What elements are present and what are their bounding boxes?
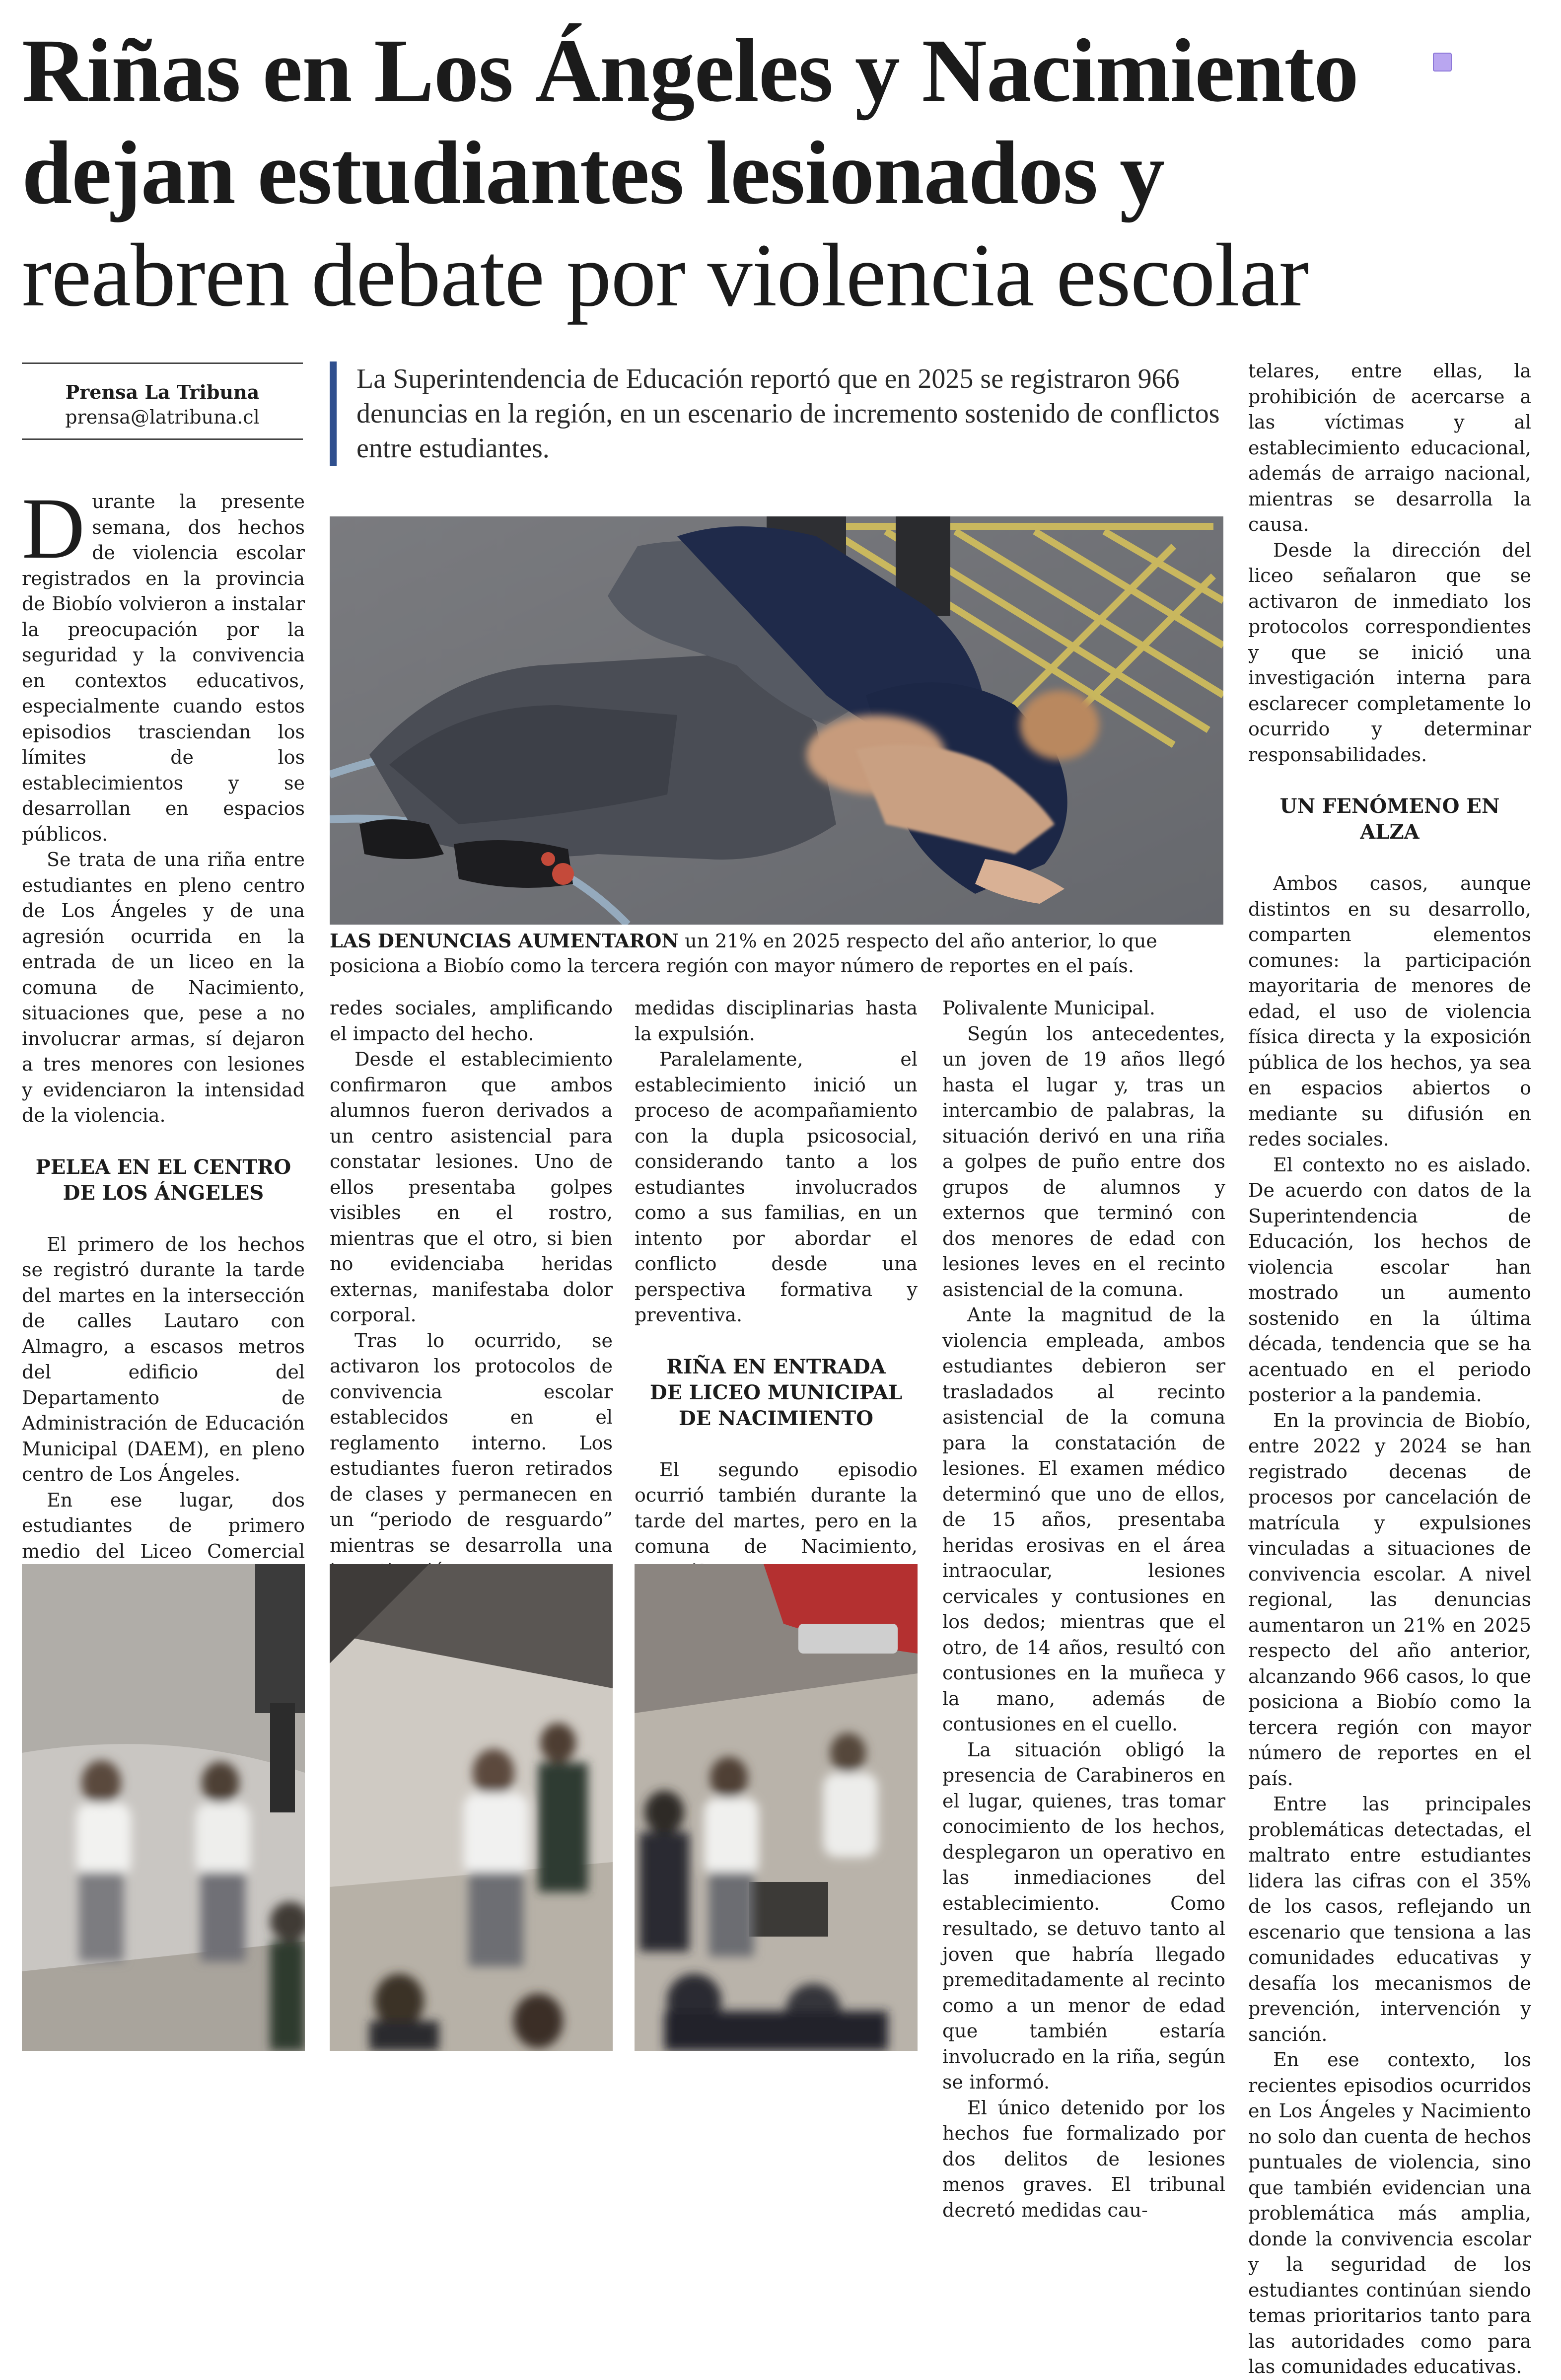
col5-paragraph-2: Desde la dirección del liceo señalaron que se activaron de inmediato los protocolos correspondientes y que se inició una investigación interna para esclarecer completamente lo ocurrido y determinar responsabilidades. xyxy=(1248,539,1531,766)
col4-paragraph-3: Ante la magnitud de la violencia empleada, ambos estudiantes debieron ser trasladados al recinto asistencial de la comuna para la constatación de lesiones. El examen médico determinó que uno de ellos, de 15 años, presentaba heridas erosivas en el área intraocular, lesiones cervicales y contusiones en los dedos; mientras que el otro, de 14 años, resultó con contusiones en la muñeca y la mano, además de contusiones en el cuello. xyxy=(942,1304,1225,1735)
subhead-rina-line-1: RIÑA EN ENTRADA xyxy=(666,1355,886,1378)
col1-p1-text: urante la presente semana, dos hechos de violencia escolar registrados en la provincia de Biobío volvieron a instalar la preocupación por la seguridad y la convivencia en contextos educativos, especialmente cuando estos episodios trasciendan los límites de los establecimientos y se desarrollan en espacios públicos. xyxy=(22,491,305,845)
drop-cap: D xyxy=(22,480,85,577)
byline xyxy=(22,362,303,440)
column-1 xyxy=(22,480,305,1743)
main-photo xyxy=(330,516,1223,925)
annotation-marker-icon[interactable] xyxy=(1433,53,1452,72)
col5-paragraph-5: En la provincia de Biobío, entre 2022 y 2024 se han registrado decenas de procesos por cancelación de matrícula y expulsiones vinculadas a situaciones de convivencia escolar. A nivel regional, las denuncias aumentaron un 21% en 2025 respecto del año anterior, alcanzando 966 casos, lo que posiciona a Biobío como la tercera región con mayor número de reportes en el país. xyxy=(1248,1409,1531,1790)
col1-paragraph-3: El primero de los hechos se registró durante la tarde del martes en la intersección de calles Lautaro con Almagro, a escasos metros del edificio del Departamento de Administración de Educación Municipal (DAEM), en pleno centro de Los Ángeles. xyxy=(22,1233,305,1485)
col5-paragraph-1: telares, entre ellas, la prohibición de acercarse a las víctimas y al establecimiento educacional, además de arraigo nacional, mientras se desarrolla la causa. xyxy=(1248,360,1531,535)
col4-paragraph-5: El único detenido por los hechos fue formalizado por dos delitos de lesiones menos graves. El tribunal decretó medidas cau- xyxy=(942,2096,1225,2221)
col5-paragraph-4: El contexto no es aislado. De acuerdo con datos de la Superintendencia de Educación, los hechos de violencia escolar han mostrado un aumento sostenido en la última década, tendencia que se ha acentuado en el periodo posterior a la pandemia. xyxy=(1248,1154,1531,1406)
col1-paragraph-1 xyxy=(22,480,305,847)
col4-paragraph-1: Polivalente Municipal. xyxy=(942,997,1155,1019)
headline-line-3: reabren debate por violencia escolar xyxy=(22,225,1309,325)
column-3 xyxy=(635,996,918,1611)
col2-paragraph-2: Desde el establecimiento confirmaron que ambos alumnos fueron derivados a un centro asistencial para constatar lesiones. Uno de ellos presentaba golpes visibles en el rostro, mientras que el otro, si bien no evidenciaba heridas externas, manifestaba dolor corporal. xyxy=(330,1048,613,1326)
col2-paragraph-3: Tras lo ocurrido, se activaron los protocolos de convivencia escolar establecidos en el reglamento interno. Los estudiantes fueron retirados de clases y permanecen en un “periodo de resguardo” mientras se desarrolla una xyxy=(330,1329,613,1556)
liceo-entrance-fight-image xyxy=(635,1564,918,2051)
byline-email[interactable]: prensa@latribuna.cl xyxy=(65,406,260,428)
headline xyxy=(22,20,1462,327)
col1-paragraph-2: Se trata de una riña entre estudiantes en pleno centro de Los Ángeles y de una agresión ocurrida en la entrada de un liceo en la comuna de Nacimiento, situaciones que, pese a no involucrar armas, sí dejaron a tres menores con lesiones y evidenciaron la intensidad de la violencia. xyxy=(22,849,305,1126)
column-2 xyxy=(330,996,613,1660)
col5-paragraph-7: En ese contexto, los recientes episodios ocurridos en Los Ángeles y Nacimiento no solo dan cuenta de hechos puntuales de violencia, sino que también evidencian una problemática más amplia, donde la convivencia escolar y la seguridad de los estudiantes continúan siendo temas prioritarios tanto para las autoridades como para las comunidades educativas. xyxy=(1248,2049,1531,2378)
subhead-pelea-line-2: DE LOS ÁNGELES xyxy=(63,1181,264,1205)
byline-author: Prensa La Tribuna xyxy=(65,381,260,403)
street-fight-image-1 xyxy=(22,1564,305,2051)
subhead-rina-line-3: DE NACIMIENTO xyxy=(679,1406,873,1430)
col4-paragraph-4: La situación obligó la presencia de Carabineros en el lugar, quienes, tras tomar conocimiento de los hechos, desplegaron un operativo en las inmediaciones del establecimiento. Como resultado, se detuvo tanto al joven que habría llegado premeditadamente al recinto como a un menor de edad que también estaría involucrado en la riña, según se informó. xyxy=(942,1738,1225,2093)
column-5 xyxy=(1248,359,1531,2380)
headline-line-1: Riñas en Los Ángeles y Nacimiento xyxy=(22,21,1358,121)
lead-paragraph: La Superintendencia de Educación reportó que en 2025 se registraron 966 denuncias en la región, en un escenario de incremento sostenido de conflictos entre estudiantes. xyxy=(330,361,1250,466)
subhead-rina-line-2: DE LICEO MUNICIPAL xyxy=(649,1380,903,1404)
bottom-photo-3 xyxy=(635,1564,918,2051)
col2-paragraph-1: redes sociales, amplificando el impacto del hecho. xyxy=(330,997,613,1045)
caption-text: un 21% en 2025 respecto del año anterior, lo que posiciona a Biobío como la tercera región con mayor número de reportes en el país. xyxy=(330,930,1157,977)
col5-paragraph-3: Ambos casos, aunque distintos en su desarrollo, comparten elementos comunes: la participación mayoritaria de menores de edad, el uso de violencia física directa y la exposición pública de los hechos, ya sea en espacios abiertos o mediante su difusión en redes sociales. xyxy=(1248,872,1531,1150)
col3-paragraph-1: medidas disciplinarias hasta la expulsión. xyxy=(635,997,918,1045)
subhead-rina-entrada xyxy=(635,1354,918,1432)
col5-paragraph-6: Entre las principales problemáticas detectadas, el maltrato entre estudiantes lidera las cifras con el 35% de los casos, reflejando un escenario que tensiona a las comunidades educativas y desafía los mecanismos de prevención, intervención y sanción. xyxy=(1248,1793,1531,2045)
headline-line-2: dejan estudiantes lesionados y xyxy=(22,123,1164,223)
subhead-pelea-centro xyxy=(22,1154,305,1206)
col4-paragraph-2: Según los antecedentes, un joven de 19 años llegó hasta el lugar y, tras un intercambio de palabras, la situación derivó en una riña a golpes de puño entre dos grupos de alumnos y externos que terminó con dos menores de edad con lesiones leves en el recinto asistencial de la comuna. xyxy=(942,1022,1225,1300)
photo-caption xyxy=(330,929,1223,978)
subhead-pelea-line-1: PELEA EN EL CENTRO xyxy=(35,1155,291,1179)
caption-lead: LAS DENUNCIAS AUMENTARON xyxy=(330,930,679,952)
col3-paragraph-3: El segundo episodio ocurrió también durante la tarde del martes, pero en la comuna de Nacimiento, xyxy=(635,1458,918,1557)
students-fighting-on-pavement-image xyxy=(330,516,1223,925)
column-4 xyxy=(942,996,1225,2223)
col1-paragraph-4: En ese lugar, dos estudiantes de primero medio del Liceo Comercial xyxy=(22,1489,305,1562)
bottom-photo-1 xyxy=(22,1564,305,2051)
street-fight-image-2 xyxy=(330,1564,613,2051)
subhead-fenomeno: UN FENÓMENO EN ALZA xyxy=(1279,794,1500,844)
bottom-photo-2 xyxy=(330,1564,613,2051)
col3-paragraph-2: Paralelamente, el establecimiento inició un proceso de acompañamiento con la dupla psicosocial, considerando tanto a los estudiantes involucrados como a sus familias, en un intento por abordar el conflicto desde una perspectiva formativa y preventiva. xyxy=(635,1048,918,1326)
